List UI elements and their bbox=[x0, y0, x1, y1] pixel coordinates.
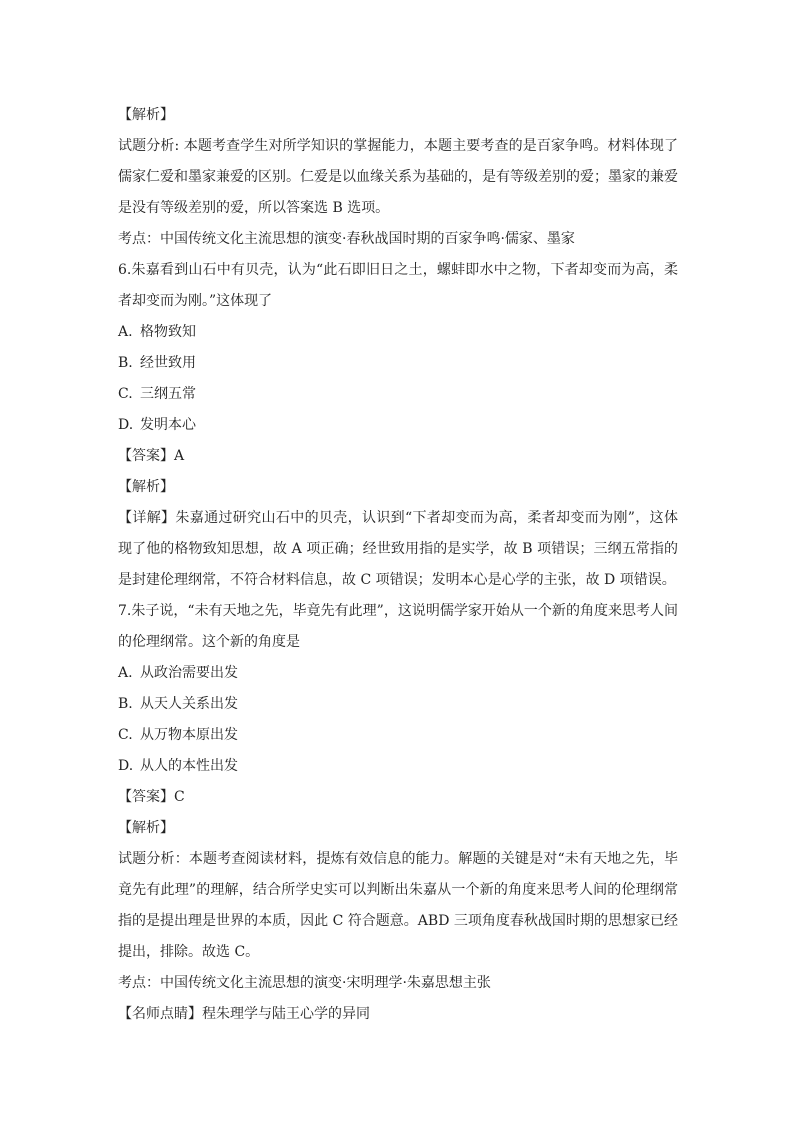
question-7: 7.朱子说，“未有天地之先，毕竟先有此理”，这说明儒学家开始从一个新的角度来思考人间的伦理纲常。这个新的角度是 bbox=[118, 603, 678, 650]
analysis-heading: 【解析】 bbox=[118, 107, 174, 123]
question-6: 6.朱嘉看到山石中有贝壳，认为“此石即旧日之土，螺蚌即水中之物，下者却变而为高，柔者却变而为刚。”这体现了 bbox=[118, 262, 678, 309]
q6-answer: 【答案】A bbox=[118, 448, 185, 464]
q6-option-d: D. 发明本心 bbox=[118, 417, 196, 433]
q7-analysis-text: 试题分析：本题考查阅读材料，提炼有效信息的能力。解题的关键是对“未有天地之先，毕竟先有此理”的理解，结合所学史实可以判断出朱嘉从一个新的角度来思考人间的伦理纲常指的是提出理是世界的本质，因此 C 符合题意。ABD 三项角度春秋战国时期的思想家已经提出，排除。故选 C。 bbox=[118, 851, 678, 960]
detail-tag: 【详解】 bbox=[118, 510, 176, 526]
q7-kaodian: 考点：中国传统文化主流思想的演变·宋明理学·朱嘉思想主张 bbox=[118, 975, 491, 991]
q7-option-d: D. 从人的本性出发 bbox=[118, 758, 238, 774]
q7-option-a: A. 从政治需要出发 bbox=[118, 665, 238, 681]
q7-analysis-heading: 【解析】 bbox=[118, 820, 174, 836]
kaodian-text: 考点：中国传统文化主流思想的演变·春秋战国时期的百家争鸣·儒家、墨家 bbox=[118, 231, 575, 247]
q7-option-c: C. 从万物本原出发 bbox=[118, 727, 238, 743]
q7-option-b: B. 从天人关系出发 bbox=[118, 696, 238, 712]
document-page bbox=[118, 100, 678, 1030]
q6-analysis-heading: 【解析】 bbox=[118, 479, 174, 495]
detail-text: 朱嘉通过研究山石中的贝壳，认识到“下者却变而为高，柔者却变而为刚”，这体现了他的格物致知思想，故 A 项正确；经世致用指的是实学，故 B 项错误；三纲五常指的是封建伦理纲常，不符合材料信息，故 C 项错误；发明本心是心学的主张，故 D 项错误。 bbox=[118, 510, 679, 588]
q6-option-c: C. 三纲五常 bbox=[118, 386, 196, 402]
q7-answer: 【答案】C bbox=[118, 789, 185, 805]
q6-detail bbox=[118, 503, 678, 596]
q6-option-b: B. 经世致用 bbox=[118, 355, 196, 371]
analysis-text: 试题分析: 本题考查学生对所学知识的掌握能力，本题主要考查的是百家争鸣。材料体现了儒家仁爱和墨家兼爱的区别。仁爱是以血缘关系为基础的，是有等级差别的爱；墨家的兼爱是没有等级差别的爱，所以答案选 B 选项。 bbox=[118, 138, 678, 216]
q7-mingshi: 【名师点睛】程朱理学与陆王心学的异同 bbox=[118, 1006, 370, 1022]
q6-option-a: A. 格物致知 bbox=[118, 324, 196, 340]
